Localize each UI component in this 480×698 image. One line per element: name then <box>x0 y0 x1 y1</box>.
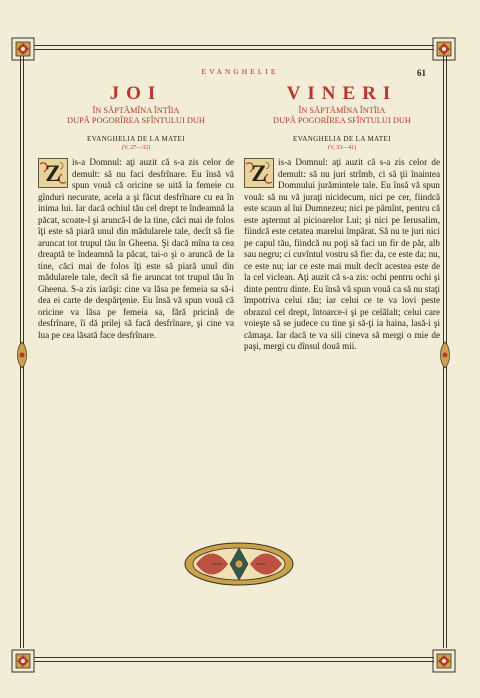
drop-cap-letter: Z <box>251 161 267 186</box>
reading-paragraph: is-a Domnul: aţi auzit că s-a zis celor de demult: să nu faci desfrînare. Eu însă vă spun vouă că oricine se uită la femeie cu gînduri necurate, acela a şi făcut desfrînare cu ea în inima lui. Iar dacă ochiul tău cel drept te îndeamnă la păcat, scoate-l şi aruncă-l de la tine, căci mai de folos îţi este să piară unul din mădularele tale, decît să fie aruncat tot trupul tău în Gheena. Şi dacă mîna ta cea dreaptă te îndeamnă la păcat, tai-o şi o aruncă de la tine, căci mai de folos îţi este să piară unul din mădularele tale, decît să fie aruncat tot trupul tău în Gheena. S-a zis iarăşi: cine va lăsa pe femeia sa să-i dea ei carte de despărţenie. Eu însă vă spun vouă că oricine va lăsa pe femeia sa, fără pricină de desfrînare, îi dă prilej să facă desfrînare, şi cine va lua pe cea lăsată face desfrînare. <box>38 157 234 340</box>
drop-cap-letter: Z <box>45 161 61 186</box>
gospel-heading: EVANGHELIA DE LA MATEI <box>87 135 185 143</box>
corner-ornament-top-right <box>429 34 459 64</box>
week-subtitle-line2: DUPĂ POGORÎREA SFÎNTULUI DUH <box>273 116 411 125</box>
day-title: VINERI <box>286 83 398 104</box>
week-subtitle-line2: DUPĂ POGORÎREA SFÎNTULUI DUH <box>67 116 205 125</box>
page-number: 61 <box>417 68 426 78</box>
corner-ornament-bottom-left <box>8 646 38 676</box>
reading-text <box>38 157 234 341</box>
ornamental-vignette <box>182 540 296 588</box>
drop-cap <box>244 158 274 188</box>
verse-reference: (V, 33—41) <box>327 145 357 151</box>
running-head: EVANGHELIE <box>201 67 279 76</box>
reading-column-right <box>244 84 440 353</box>
corner-ornament-top-left <box>8 34 38 64</box>
frame-bottom-line-inner <box>34 661 434 662</box>
frame-top-line-inner <box>34 49 434 50</box>
side-flourish-left <box>12 340 32 370</box>
week-subtitle-line1: ÎN SĂPTĂMÎNA ÎNTÎIA <box>92 106 180 115</box>
reading-text <box>244 157 440 353</box>
gospel-heading: EVANGHELIA DE LA MATEI <box>293 135 391 143</box>
reading-paragraph: is-a Domnul: aţi auzit că s-a zis celor de demult: să nu juri strîmb, ci să ţii înaintea Domnului jurămintele tale. Eu însă vă spun vouă: să nu vă juraţi nicidecum, nici pe cer, fiindcă este scaun al lui Dumnezeu; nici pe pămînt, pentru că este aşternut al picioarelor Lui; şi nici pe Ierusalim, fiindcă este cetatea marelui împărat. Să nu te juri nici pe capul tău, fiindcă nu poţi să faci un fir de păr, alb sau negru; ci cuvîntul vostru să fie: da, ce este da; nu, ce este nu; iar ce este mai mult decît acestea este de la cel viclean. Aţi auzit că s-a zis: ochi pentru ochi şi dinte pentru dinte. Eu însă vă spun vouă ca să nu staţi împotriva celui rău; iar celui ce te va lovi peste obrazul cel drept, întoarce-i şi pe celălalt; celui care voieşte să se judece cu tine şi să-ţi ia haina, lasă-i şi cămaşa. Iar dacă te va sili cineva să mergi o mie de paşi, mergi cu dînsul două mii. <box>244 157 440 351</box>
frame-top-line <box>34 45 434 46</box>
drop-cap <box>38 158 68 188</box>
day-title: JOI <box>109 83 163 104</box>
corner-ornament-bottom-right <box>429 646 459 676</box>
frame-bottom-line <box>34 657 434 658</box>
verse-reference: (V, 27—32) <box>121 145 151 151</box>
week-subtitle-line1: ÎN SĂPTĂMÎNA ÎNTÎIA <box>298 106 386 115</box>
reading-column-left <box>38 84 234 341</box>
